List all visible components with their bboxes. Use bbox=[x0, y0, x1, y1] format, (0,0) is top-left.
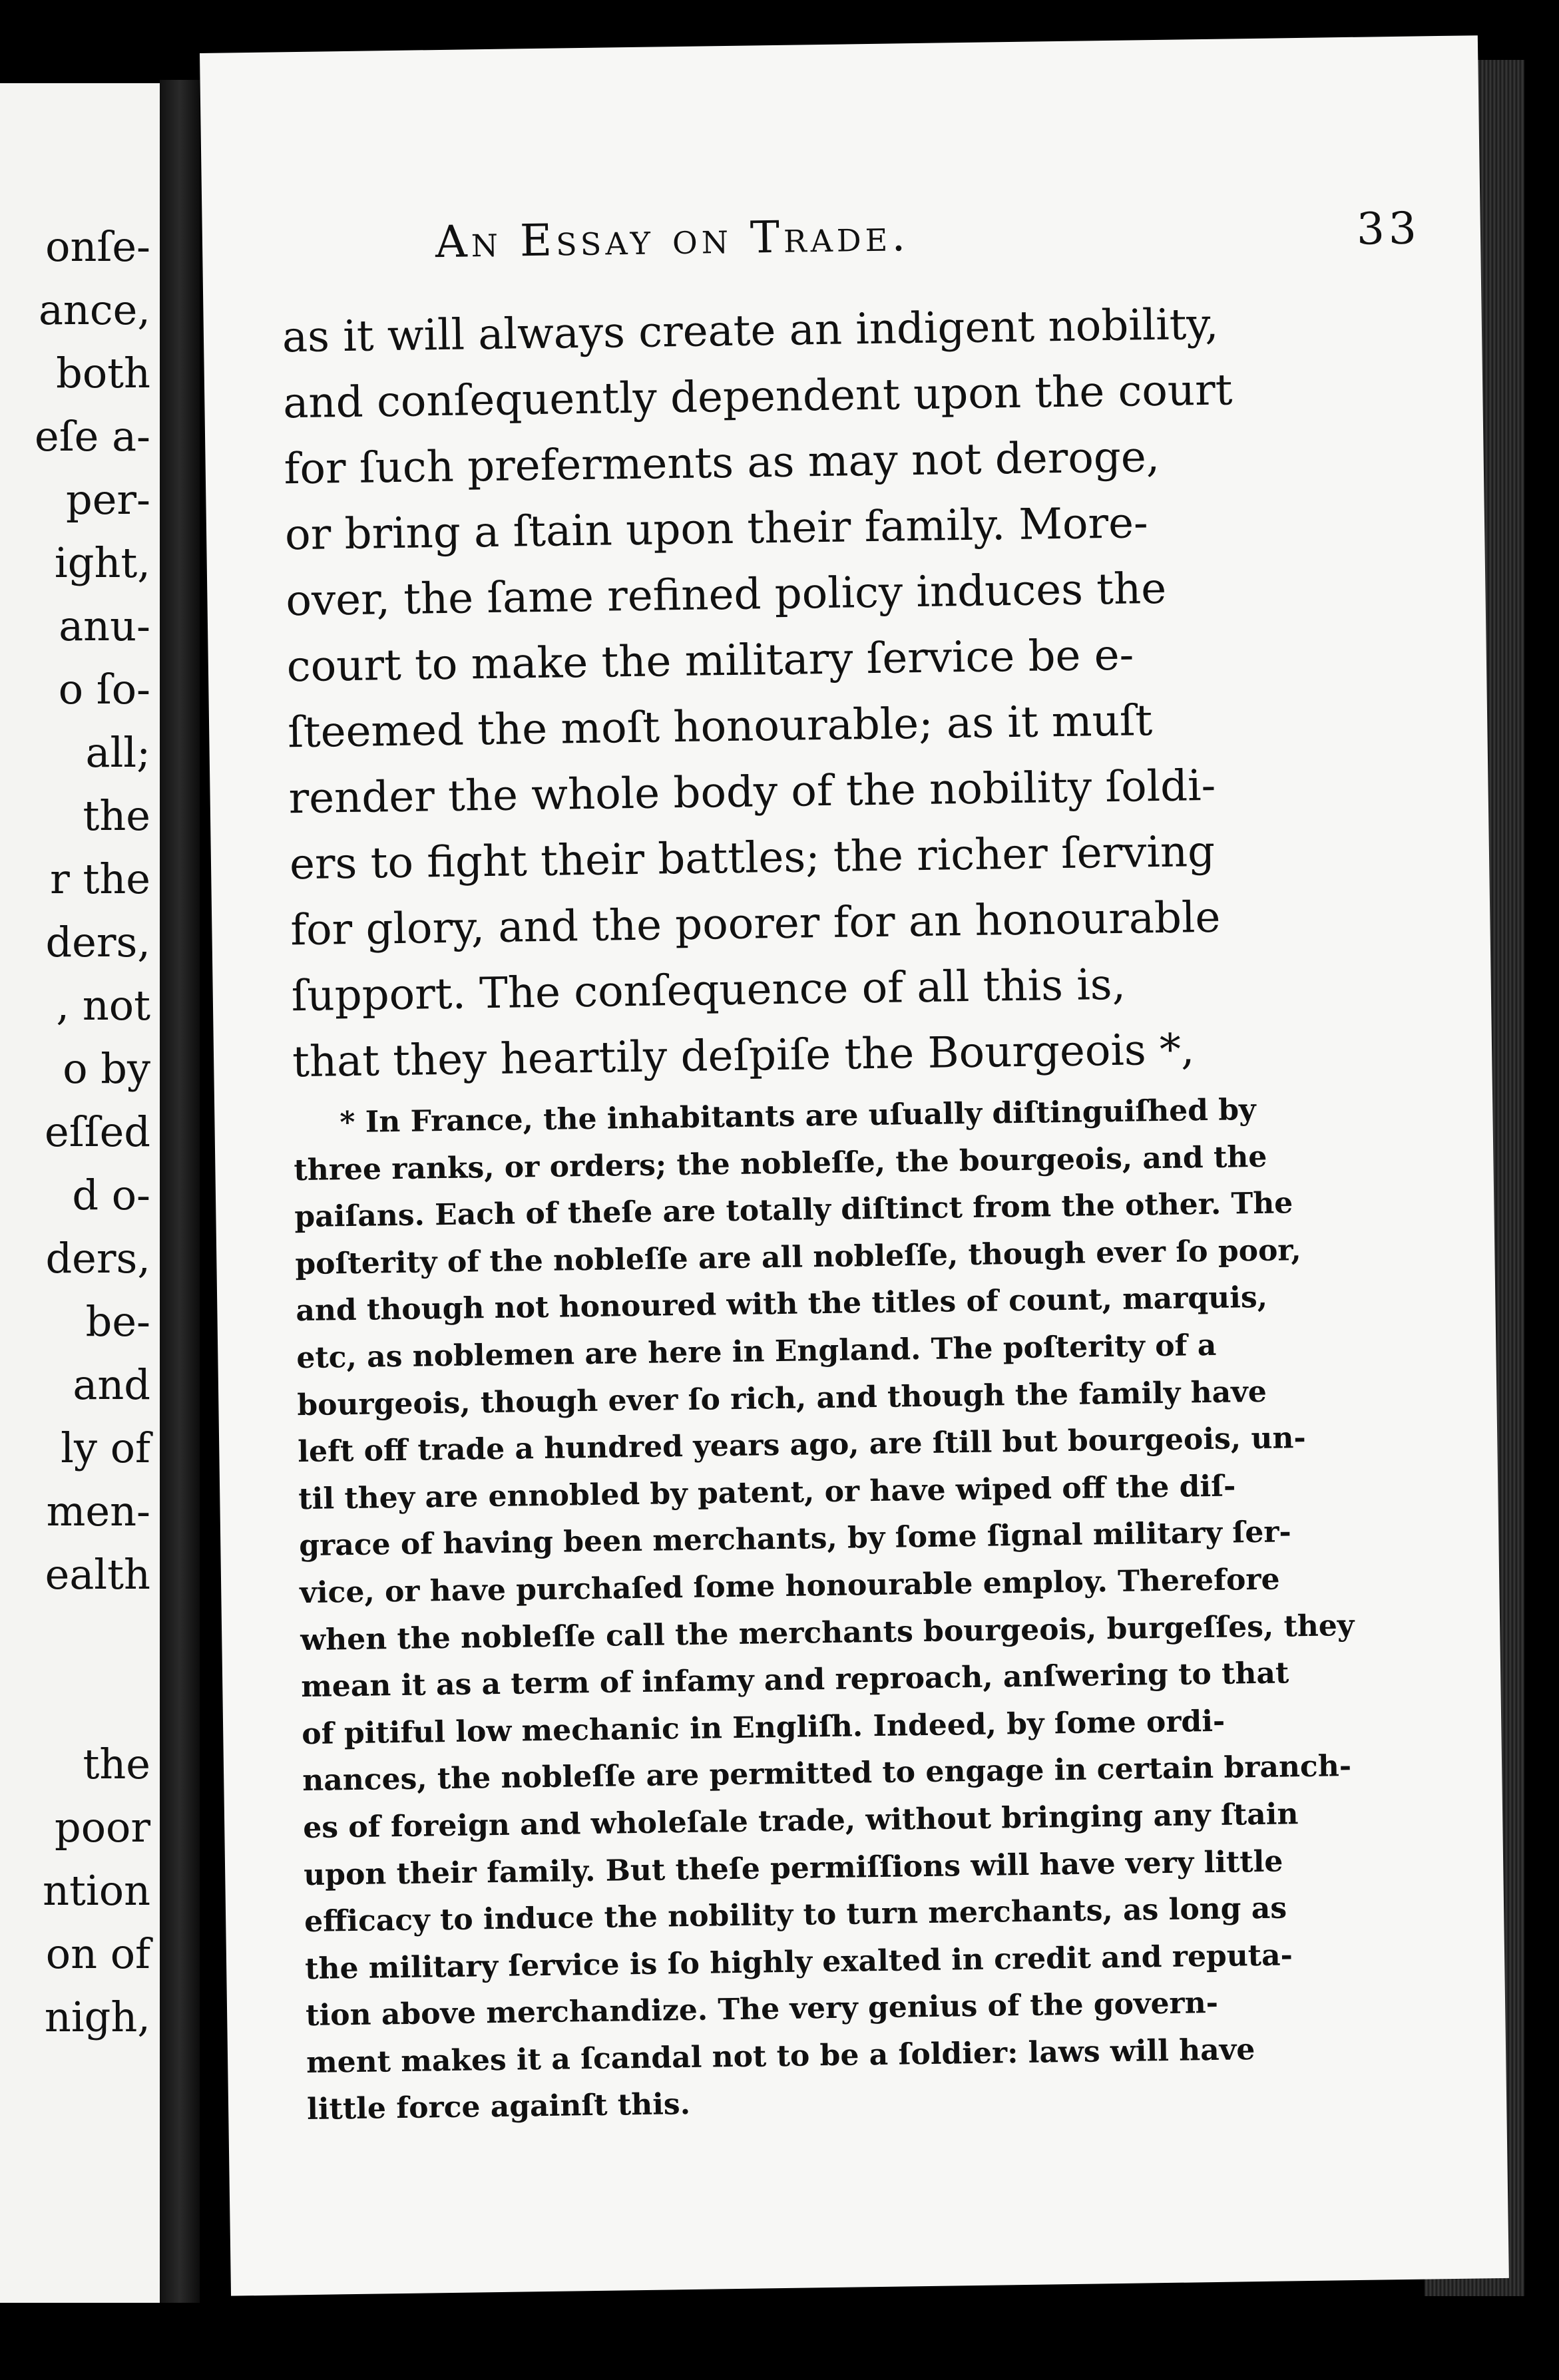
left-page-line: ders, bbox=[45, 918, 150, 966]
left-page-line: on of bbox=[45, 1929, 150, 1978]
left-page-line: the bbox=[83, 791, 150, 840]
left-page-line: ance, bbox=[38, 286, 150, 334]
left-page-line: onſe- bbox=[45, 222, 150, 271]
body-line: and conſequently dependent upon the court bbox=[282, 365, 1233, 429]
body-line: as it will always create an indigent nobility, bbox=[282, 299, 1219, 363]
left-page-line: anu- bbox=[59, 602, 150, 650]
left-page-line: nigh, bbox=[44, 1993, 150, 2041]
body-line: ſteemed the moſt honourable; as it muſt bbox=[287, 696, 1153, 758]
book-gutter bbox=[160, 80, 200, 2303]
footnote-line: three ranks, or orders; the nobleſſe, the bourgeois, and the bbox=[294, 1139, 1267, 1187]
left-page-line: d o- bbox=[72, 1171, 150, 1219]
body-line: render the whole body of the nobility ſoldi- bbox=[288, 761, 1216, 824]
footnote-line: tion above merchandize. The very genius of the govern- bbox=[305, 1986, 1219, 2033]
left-page-line: o by bbox=[63, 1044, 150, 1093]
footnote-line: bourgeois, though ever ſo rich, and though the family have bbox=[297, 1374, 1267, 1422]
body-line: or bring a ſtain upon their family. More- bbox=[284, 498, 1149, 560]
left-page-line: ders, bbox=[45, 1234, 150, 1283]
running-title: An Essay on Trade. bbox=[435, 210, 910, 268]
footnote-line: of pitiful low mechanic in Engliſh. Indeed, by ſome ordi- bbox=[301, 1704, 1225, 1751]
footnote-line: and though not honoured with the titles of count, marquis, bbox=[296, 1281, 1268, 1328]
left-page-line: all; bbox=[85, 728, 150, 777]
footnote-line: upon their family. But theſe permiſſions will have very little bbox=[303, 1844, 1283, 1892]
footnote-line: nances, the nobleſſe are permitted to engage in certain branch- bbox=[302, 1749, 1352, 1798]
left-page-line: ealth bbox=[45, 1550, 150, 1599]
left-page-line: , not bbox=[56, 981, 150, 1030]
left-page-line: ight, bbox=[54, 538, 150, 587]
footnote-line: * In France, the inhabitants are uſually diſtinguiſhed by bbox=[339, 1093, 1256, 1140]
left-page-line: o ſo- bbox=[58, 665, 150, 713]
left-page-line: r the bbox=[50, 855, 150, 903]
footnote-line: little force againſt this. bbox=[306, 2087, 691, 2127]
footnote-line: vice, or have purchaſed ſome honourable employ. Therefore bbox=[299, 1562, 1280, 1611]
left-page-line: eſe a- bbox=[35, 412, 150, 461]
footnote-line: etc, as noblemen are here in England. The poſterity of a bbox=[296, 1328, 1217, 1376]
left-page-line: ly of bbox=[61, 1424, 150, 1472]
footnote-line: when the nobleſſe call the merchants bourgeois, burgeſſes, they bbox=[300, 1608, 1355, 1657]
footnote-line: til they are ennobled by patent, or have wiped off the diſ- bbox=[298, 1469, 1236, 1516]
left-page-line: ntion bbox=[43, 1866, 150, 1915]
footnote-line: mean it as a term of infamy and reproach, anſwering to that bbox=[300, 1656, 1289, 1704]
left-page-fragment bbox=[0, 83, 160, 2303]
body-line: that they heartily deſpiſe the Bourgeois *, bbox=[292, 1025, 1195, 1088]
page-number: 33 bbox=[1356, 202, 1421, 255]
footnote-line: es of foreign and wholeſale trade, without bringing any ſtain bbox=[302, 1797, 1299, 1845]
footnote-line: paiſans. Each of theſe are totally diſtinct from the other. The bbox=[294, 1186, 1293, 1235]
footnote bbox=[293, 1084, 1479, 2134]
body-line: court to make the military ſervice be e- bbox=[286, 630, 1134, 692]
left-page-line: per- bbox=[66, 475, 150, 524]
footnote-line: ment makes it a ſcandal not to be a ſoldier: laws will have bbox=[306, 2033, 1255, 2080]
body-line: ers to fight their battles; the richer ſerving bbox=[289, 827, 1216, 890]
body-line: ſupport. The conſequence of all this is, bbox=[291, 960, 1126, 1022]
footnote-line: poſterity of the nobleſſe are all nobleſſe, though ever ſo poor, bbox=[295, 1233, 1302, 1281]
left-page-line: the bbox=[83, 1740, 150, 1788]
book-page bbox=[200, 35, 1509, 2295]
footnote-line: grace of having been merchants, by ſome ſignal military ſer- bbox=[298, 1515, 1292, 1563]
left-page-line: eſſed bbox=[45, 1107, 150, 1156]
left-page-line: poor bbox=[55, 1803, 150, 1852]
left-page-line: men- bbox=[46, 1487, 150, 1535]
left-page-line: both bbox=[56, 349, 150, 397]
body-line: over, the ſame refined policy induces the bbox=[285, 564, 1167, 626]
page-header bbox=[435, 202, 1421, 268]
body-line: for ſuch preferments as may not deroge, bbox=[284, 432, 1160, 495]
footnote-line: left off trade a hundred years ago, are ſtill but bourgeois, un- bbox=[298, 1421, 1307, 1470]
footnote-line: the military ſervice is ſo highly exalted in credit and reputa- bbox=[304, 1938, 1293, 1986]
left-page-line: be- bbox=[85, 1297, 150, 1346]
left-page-line: and bbox=[73, 1360, 150, 1409]
footnote-line: efficacy to induce the nobility to turn merchants, as long as bbox=[304, 1891, 1287, 1939]
body-text bbox=[282, 289, 1464, 1095]
body-line: for glory, and the poorer for an honourable bbox=[290, 892, 1221, 956]
